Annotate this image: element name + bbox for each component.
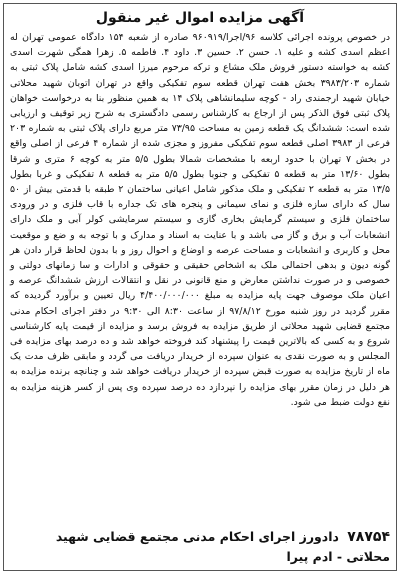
notice-body: در خصوص پرونده اجرائی کلاسه ۹۶/اجرا/۹۶۰۹۱۹ صادره از شعبه ۱۵۴ دادگاه عمومی تهران له اعظم اسدی کشه و علیه ۱. حسن ۲. حسین ۳. داود ۴. فاطمه ۵. زهرا همگی شهرت اسدی کشه به خواسته دستور فروش ملک مشاع و ترکه مرحوم میرزا اسدی کشه شامل پلاک ثبتی به شماره ۳۹۸۳/۲۰۳ بخش هفت تهران قطعه سوم تفکیکی واقع در تهران اتوبان شهید محلاتی خیابان شهید ارجمندی راد - کوچه سلیمانشاهی پلاک ۱۴ به همین منظور بنا به درخواست خواهان پلاک ثبتی فوق الذکر پس از ارجاع به کارشناس رسمی دادگستری به شرح زیر توقیف و ارزیابی شده است: ششدانگ یک قطعه زمین به مساحت ۷۳/۹۵ متر مربع دارای پلاک ثبتی به شماره ۲۰۳ فرعی از ۳۹۸۳ اصلی قطعه سوم تفکیکی مفروز و مجزی شده از شماره ۴ فرعی از اصلی واقع در بخش ۷ تهران با حدود اربعه با مشخصات شمالا بطول ۵/۵ متر به کوچه ۶ متری و شرقا بطول ۱۳/۶۰ متر به قطعه ۵ تفکیکی و جنوبا بطول ۵/۵ متر به قطعه ۸ تفکیکی و غربا بطول ۱۳/۵ متر به قطعه ۲ تفکیکی و ملک مذکور شامل اعیانی ساختمان ۲ طبقه با قدمتی بیش از ۵۰ سال که دارای سازه فلزی و نمای سیمانی و پنجره های تک جداره با قاب فلزی و در ورودی ساختمان فلزی و سیستم گرمایش بخاری گازی و سیستم سرمایشی کولر آبی و ملک دارای انشعابات آب و برق و گاز می باشد و با عنایت به اسناد و مدارک و با توجه به و ضع و موقعیت محل و کاربری و انشعابات و مساحت عرصه و اوضاع و احوال روز و با بدون لحاظ قرار دادن هر گونه دیون و بدهی احتمالی ملک به اشخاص حقیقی و حقوقی و ادارات و سا زمانهای دولتی و خصوصی و در صورت نداشتن معارض و منع قانونی در نقل و انتقالات ارزش ششدانگ عرصه و اعیان ملک موصوف جهت پایه مزایده به مبلغ ۴/۴۰۰/۰۰۰/۰۰۰ ریال تعیین و برآورد گردیده که مقرر گردید در روز شنبه مورخ ۹۷/۸/۱۲ از ساعت ۸:۳۰ الی ۹:۳۰ در دفتر اجرای احکام مدنی مجتمع قضایی شهید محلاتی از طریق مزایده به فروش برسد و مزایده از قیمت پایه کارشناسی شروع و به کسی که بالاترین قیمت را پیشنهاد کند فروخته خواهد شد و ده درصد بهای مزایده فی المجلس و به صورت نقدی به عنوان سپرده از خریدار دریافت می گردد و مابقی ظرف مدت یک ماه از تاریخ مزایده به صورت قبض سپرده از خریدار دریافت خواهد شد و چنانچه برنده مزایده به هر دلیل در زمان مقرر بهای مزایده را نپردازد ده درصد سپرده وی پس از کسر هزینه مزایده به نفع دولت ضبط می شود.	[10, 32, 391, 408]
notice-signature: دادورز اجرای احکام مدنی مجتمع قضایی شهید محلاتی - ادم پیرا	[55, 529, 390, 564]
notice-footer	[10, 527, 390, 566]
auction-notice	[3, 3, 397, 571]
notice-title: آگهی مزایده اموال غیر منقول	[95, 10, 305, 26]
notice-code: ۷۸۷۵۴	[347, 529, 390, 545]
